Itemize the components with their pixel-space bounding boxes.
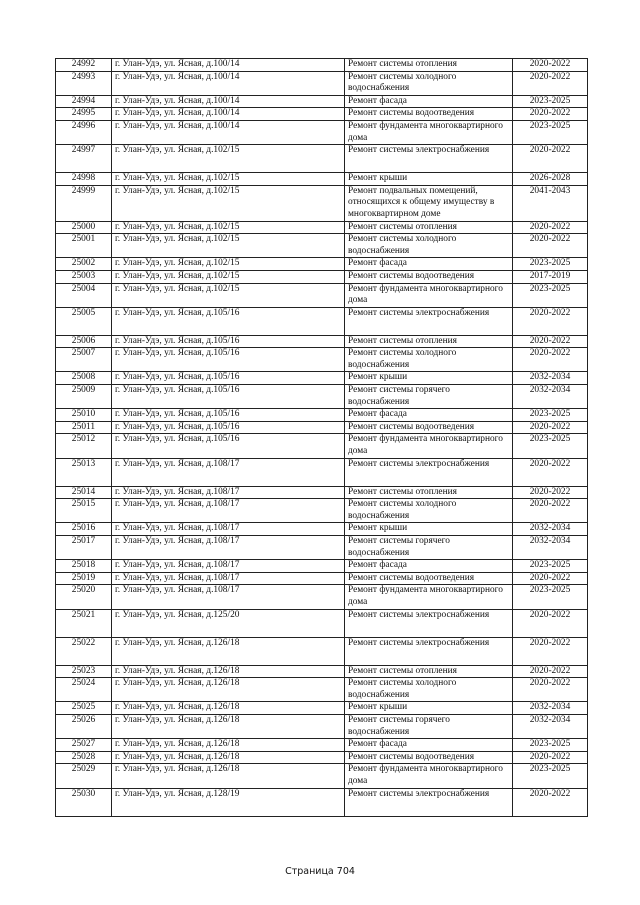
address-cell: г. Улан-Удэ, ул. Ясная, д.126/18	[112, 702, 345, 715]
period-cell: 2032-2034	[513, 385, 588, 409]
address-cell: г. Улан-Удэ, ул. Ясная, д.126/18	[112, 739, 345, 752]
record-number-cell: 25001	[56, 234, 112, 258]
address-cell: г. Улан-Удэ, ул. Ясная, д.108/17	[112, 523, 345, 536]
address-cell: г. Улан-Удэ, ул. Ясная, д.108/17	[112, 499, 345, 523]
work-type-cell: Ремонт фундамента многоквартирного дома	[345, 585, 513, 609]
table-row	[56, 221, 588, 234]
record-number-cell: 24992	[56, 59, 112, 72]
address-cell: г. Улан-Удэ, ул. Ясная, д.102/15	[112, 185, 345, 221]
period-cell: 2020-2022	[513, 751, 588, 764]
table-row	[56, 637, 588, 665]
record-number-cell: 25015	[56, 499, 112, 523]
table-row	[56, 348, 588, 372]
record-number-cell: 25020	[56, 585, 112, 609]
work-type-cell: Ремонт системы водоотведения	[345, 751, 513, 764]
record-number-cell: 25010	[56, 409, 112, 422]
address-cell: г. Улан-Удэ, ул. Ясная, д.100/14	[112, 95, 345, 108]
address-cell: г. Улан-Удэ, ул. Ясная, д.105/16	[112, 348, 345, 372]
work-type-cell: Ремонт системы водоотведения	[345, 421, 513, 434]
table-row	[56, 536, 588, 560]
address-cell: г. Улан-Удэ, ул. Ясная, д.105/16	[112, 421, 345, 434]
work-type-cell: Ремонт крыши	[345, 523, 513, 536]
record-number-cell: 24999	[56, 185, 112, 221]
address-cell: г. Улан-Удэ, ул. Ясная, д.105/16	[112, 385, 345, 409]
address-cell: г. Улан-Удэ, ул. Ясная, д.102/15	[112, 145, 345, 173]
work-type-cell: Ремонт фундамента многоквартирного дома	[345, 283, 513, 307]
work-type-cell: Ремонт крыши	[345, 702, 513, 715]
table-row	[56, 409, 588, 422]
record-number-cell: 24996	[56, 120, 112, 144]
work-type-cell: Ремонт системы холодного водоснабжения	[345, 234, 513, 258]
work-type-cell: Ремонт системы водоотведения	[345, 108, 513, 121]
work-type-cell: Ремонт системы отопления	[345, 665, 513, 678]
record-number-cell: 25007	[56, 348, 112, 372]
address-cell: г. Улан-Удэ, ул. Ясная, д.102/15	[112, 258, 345, 271]
work-type-cell: Ремонт системы электроснабжения	[345, 145, 513, 173]
address-cell: г. Улан-Удэ, ул. Ясная, д.126/18	[112, 714, 345, 738]
table-row	[56, 335, 588, 348]
address-cell: г. Улан-Удэ, ул. Ясная, д.126/18	[112, 665, 345, 678]
table-row	[56, 665, 588, 678]
address-cell: г. Улан-Удэ, ул. Ясная, д.105/16	[112, 409, 345, 422]
table-row	[56, 108, 588, 121]
address-cell: г. Улан-Удэ, ул. Ясная, д.100/14	[112, 108, 345, 121]
period-cell: 2020-2022	[513, 788, 588, 816]
work-type-cell: Ремонт системы отопления	[345, 59, 513, 72]
address-cell: г. Улан-Удэ, ул. Ясная, д.100/14	[112, 59, 345, 72]
period-cell: 2020-2022	[513, 678, 588, 702]
period-cell: 2020-2022	[513, 637, 588, 665]
record-number-cell: 25005	[56, 307, 112, 335]
record-number-cell: 25008	[56, 372, 112, 385]
period-cell: 2032-2034	[513, 714, 588, 738]
period-cell: 2020-2022	[513, 572, 588, 585]
record-number-cell: 24993	[56, 71, 112, 95]
period-cell: 2026-2028	[513, 173, 588, 186]
work-type-cell: Ремонт системы холодного водоснабжения	[345, 348, 513, 372]
period-cell: 2020-2022	[513, 335, 588, 348]
record-number-cell: 25014	[56, 486, 112, 499]
address-cell: г. Улан-Удэ, ул. Ясная, д.108/17	[112, 585, 345, 609]
period-cell: 2032-2034	[513, 702, 588, 715]
period-cell: 2032-2034	[513, 536, 588, 560]
period-cell: 2023-2025	[513, 560, 588, 573]
period-cell: 2023-2025	[513, 585, 588, 609]
period-cell: 2032-2034	[513, 523, 588, 536]
work-type-cell: Ремонт системы электроснабжения	[345, 307, 513, 335]
period-cell: 2020-2022	[513, 108, 588, 121]
record-number-cell: 25002	[56, 258, 112, 271]
address-cell: г. Улан-Удэ, ул. Ясная, д.102/15	[112, 173, 345, 186]
work-type-cell: Ремонт фундамента многоквартирного дома	[345, 434, 513, 458]
work-type-cell: Ремонт системы горячего водоснабжения	[345, 714, 513, 738]
address-cell: г. Улан-Удэ, ул. Ясная, д.102/15	[112, 270, 345, 283]
work-type-cell: Ремонт крыши	[345, 173, 513, 186]
table-row	[56, 173, 588, 186]
period-cell: 2020-2022	[513, 499, 588, 523]
address-cell: г. Улан-Удэ, ул. Ясная, д.126/18	[112, 751, 345, 764]
work-type-cell: Ремонт системы холодного водоснабжения	[345, 71, 513, 95]
address-cell: г. Улан-Удэ, ул. Ясная, д.105/16	[112, 307, 345, 335]
table-row	[56, 71, 588, 95]
address-cell: г. Улан-Удэ, ул. Ясная, д.108/17	[112, 560, 345, 573]
address-cell: г. Улан-Удэ, ул. Ясная, д.105/16	[112, 434, 345, 458]
period-cell: 2020-2022	[513, 421, 588, 434]
address-cell: г. Улан-Удэ, ул. Ясная, д.108/17	[112, 572, 345, 585]
record-number-cell: 25013	[56, 458, 112, 486]
record-number-cell: 25024	[56, 678, 112, 702]
period-cell: 2020-2022	[513, 348, 588, 372]
period-cell: 2023-2025	[513, 409, 588, 422]
period-cell: 2041-2043	[513, 185, 588, 221]
address-cell: г. Улан-Удэ, ул. Ясная, д.102/15	[112, 283, 345, 307]
work-type-cell: Ремонт системы горячего водоснабжения	[345, 536, 513, 560]
address-cell: г. Улан-Удэ, ул. Ясная, д.100/14	[112, 71, 345, 95]
record-number-cell: 25027	[56, 739, 112, 752]
work-type-cell: Ремонт фундамента многоквартирного дома	[345, 764, 513, 788]
period-cell: 2023-2025	[513, 434, 588, 458]
table-row	[56, 307, 588, 335]
table-row	[56, 764, 588, 788]
table-row	[56, 486, 588, 499]
period-cell: 2020-2022	[513, 234, 588, 258]
address-cell: г. Улан-Удэ, ул. Ясная, д.126/18	[112, 678, 345, 702]
table-row	[56, 283, 588, 307]
address-cell: г. Улан-Удэ, ул. Ясная, д.125/20	[112, 609, 345, 637]
table-row	[56, 234, 588, 258]
record-number-cell: 25003	[56, 270, 112, 283]
work-type-cell: Ремонт фасада	[345, 95, 513, 108]
work-type-cell: Ремонт крыши	[345, 372, 513, 385]
record-number-cell: 25030	[56, 788, 112, 816]
address-cell: г. Улан-Удэ, ул. Ясная, д.126/18	[112, 637, 345, 665]
table-row	[56, 788, 588, 816]
table-row	[56, 59, 588, 72]
table-row	[56, 572, 588, 585]
record-number-cell: 25004	[56, 283, 112, 307]
table-row	[56, 385, 588, 409]
table-body	[56, 59, 588, 817]
period-cell: 2020-2022	[513, 59, 588, 72]
period-cell: 2023-2025	[513, 739, 588, 752]
table-row	[56, 95, 588, 108]
record-number-cell: 25028	[56, 751, 112, 764]
address-cell: г. Улан-Удэ, ул. Ясная, д.108/17	[112, 458, 345, 486]
work-type-cell: Ремонт подвальных помещений, относящихся к общему имуществу в многоквартирном доме	[345, 185, 513, 221]
address-cell: г. Улан-Удэ, ул. Ясная, д.102/15	[112, 221, 345, 234]
record-number-cell: 25018	[56, 560, 112, 573]
record-number-cell: 25017	[56, 536, 112, 560]
address-cell: г. Улан-Удэ, ул. Ясная, д.105/16	[112, 335, 345, 348]
work-type-cell: Ремонт системы электроснабжения	[345, 458, 513, 486]
work-type-cell: Ремонт системы отопления	[345, 221, 513, 234]
work-type-cell: Ремонт системы электроснабжения	[345, 788, 513, 816]
address-cell: г. Улан-Удэ, ул. Ясная, д.128/19	[112, 788, 345, 816]
table-row	[56, 560, 588, 573]
table-row	[56, 609, 588, 637]
period-cell: 2020-2022	[513, 486, 588, 499]
work-type-cell: Ремонт системы холодного водоснабжения	[345, 499, 513, 523]
record-number-cell: 25021	[56, 609, 112, 637]
record-number-cell: 24995	[56, 108, 112, 121]
work-type-cell: Ремонт фасада	[345, 258, 513, 271]
record-number-cell: 24994	[56, 95, 112, 108]
table-row	[56, 421, 588, 434]
work-type-cell: Ремонт системы отопления	[345, 486, 513, 499]
table-row	[56, 145, 588, 173]
address-cell: г. Улан-Удэ, ул. Ясная, д.108/17	[112, 486, 345, 499]
period-cell: 2020-2022	[513, 665, 588, 678]
table-row	[56, 714, 588, 738]
period-cell: 2020-2022	[513, 71, 588, 95]
table-row	[56, 523, 588, 536]
address-cell: г. Улан-Удэ, ул. Ясная, д.105/16	[112, 372, 345, 385]
work-type-cell: Ремонт системы горячего водоснабжения	[345, 385, 513, 409]
table-row	[56, 702, 588, 715]
table-row	[56, 678, 588, 702]
record-number-cell: 25022	[56, 637, 112, 665]
table-row	[56, 258, 588, 271]
page-number: Страница 704	[285, 866, 355, 877]
record-number-cell: 25016	[56, 523, 112, 536]
record-number-cell: 24998	[56, 173, 112, 186]
repair-schedule-table	[55, 58, 588, 817]
address-cell: г. Улан-Удэ, ул. Ясная, д.126/18	[112, 764, 345, 788]
table-row	[56, 434, 588, 458]
table-row	[56, 270, 588, 283]
table-row	[56, 585, 588, 609]
work-type-cell: Ремонт системы водоотведения	[345, 270, 513, 283]
work-type-cell: Ремонт фундамента многоквартирного дома	[345, 120, 513, 144]
record-number-cell: 25025	[56, 702, 112, 715]
record-number-cell: 25011	[56, 421, 112, 434]
period-cell: 2020-2022	[513, 307, 588, 335]
record-number-cell: 25006	[56, 335, 112, 348]
address-cell: г. Улан-Удэ, ул. Ясная, д.108/17	[112, 536, 345, 560]
table-row	[56, 751, 588, 764]
period-cell: 2020-2022	[513, 458, 588, 486]
table-row	[56, 499, 588, 523]
record-number-cell: 25019	[56, 572, 112, 585]
period-cell: 2023-2025	[513, 764, 588, 788]
address-cell: г. Улан-Удэ, ул. Ясная, д.100/14	[112, 120, 345, 144]
work-type-cell: Ремонт системы электроснабжения	[345, 609, 513, 637]
record-number-cell: 25023	[56, 665, 112, 678]
record-number-cell: 25012	[56, 434, 112, 458]
work-type-cell: Ремонт системы электроснабжения	[345, 637, 513, 665]
table-row	[56, 372, 588, 385]
record-number-cell: 25009	[56, 385, 112, 409]
work-type-cell: Ремонт системы отопления	[345, 335, 513, 348]
work-type-cell: Ремонт фасада	[345, 409, 513, 422]
table-row	[56, 739, 588, 752]
period-cell: 2023-2025	[513, 258, 588, 271]
address-cell: г. Улан-Удэ, ул. Ясная, д.102/15	[112, 234, 345, 258]
work-type-cell: Ремонт фасада	[345, 560, 513, 573]
table-row	[56, 120, 588, 144]
period-cell: 2017-2019	[513, 270, 588, 283]
work-type-cell: Ремонт фасада	[345, 739, 513, 752]
work-type-cell: Ремонт системы водоотведения	[345, 572, 513, 585]
record-number-cell: 25026	[56, 714, 112, 738]
record-number-cell: 25000	[56, 221, 112, 234]
table-row	[56, 185, 588, 221]
work-type-cell: Ремонт системы холодного водоснабжения	[345, 678, 513, 702]
record-number-cell: 25029	[56, 764, 112, 788]
period-cell: 2023-2025	[513, 120, 588, 144]
record-number-cell: 24997	[56, 145, 112, 173]
period-cell: 2023-2025	[513, 283, 588, 307]
period-cell: 2020-2022	[513, 145, 588, 173]
period-cell: 2023-2025	[513, 95, 588, 108]
period-cell: 2020-2022	[513, 221, 588, 234]
period-cell: 2032-2034	[513, 372, 588, 385]
table-row	[56, 458, 588, 486]
period-cell: 2020-2022	[513, 609, 588, 637]
